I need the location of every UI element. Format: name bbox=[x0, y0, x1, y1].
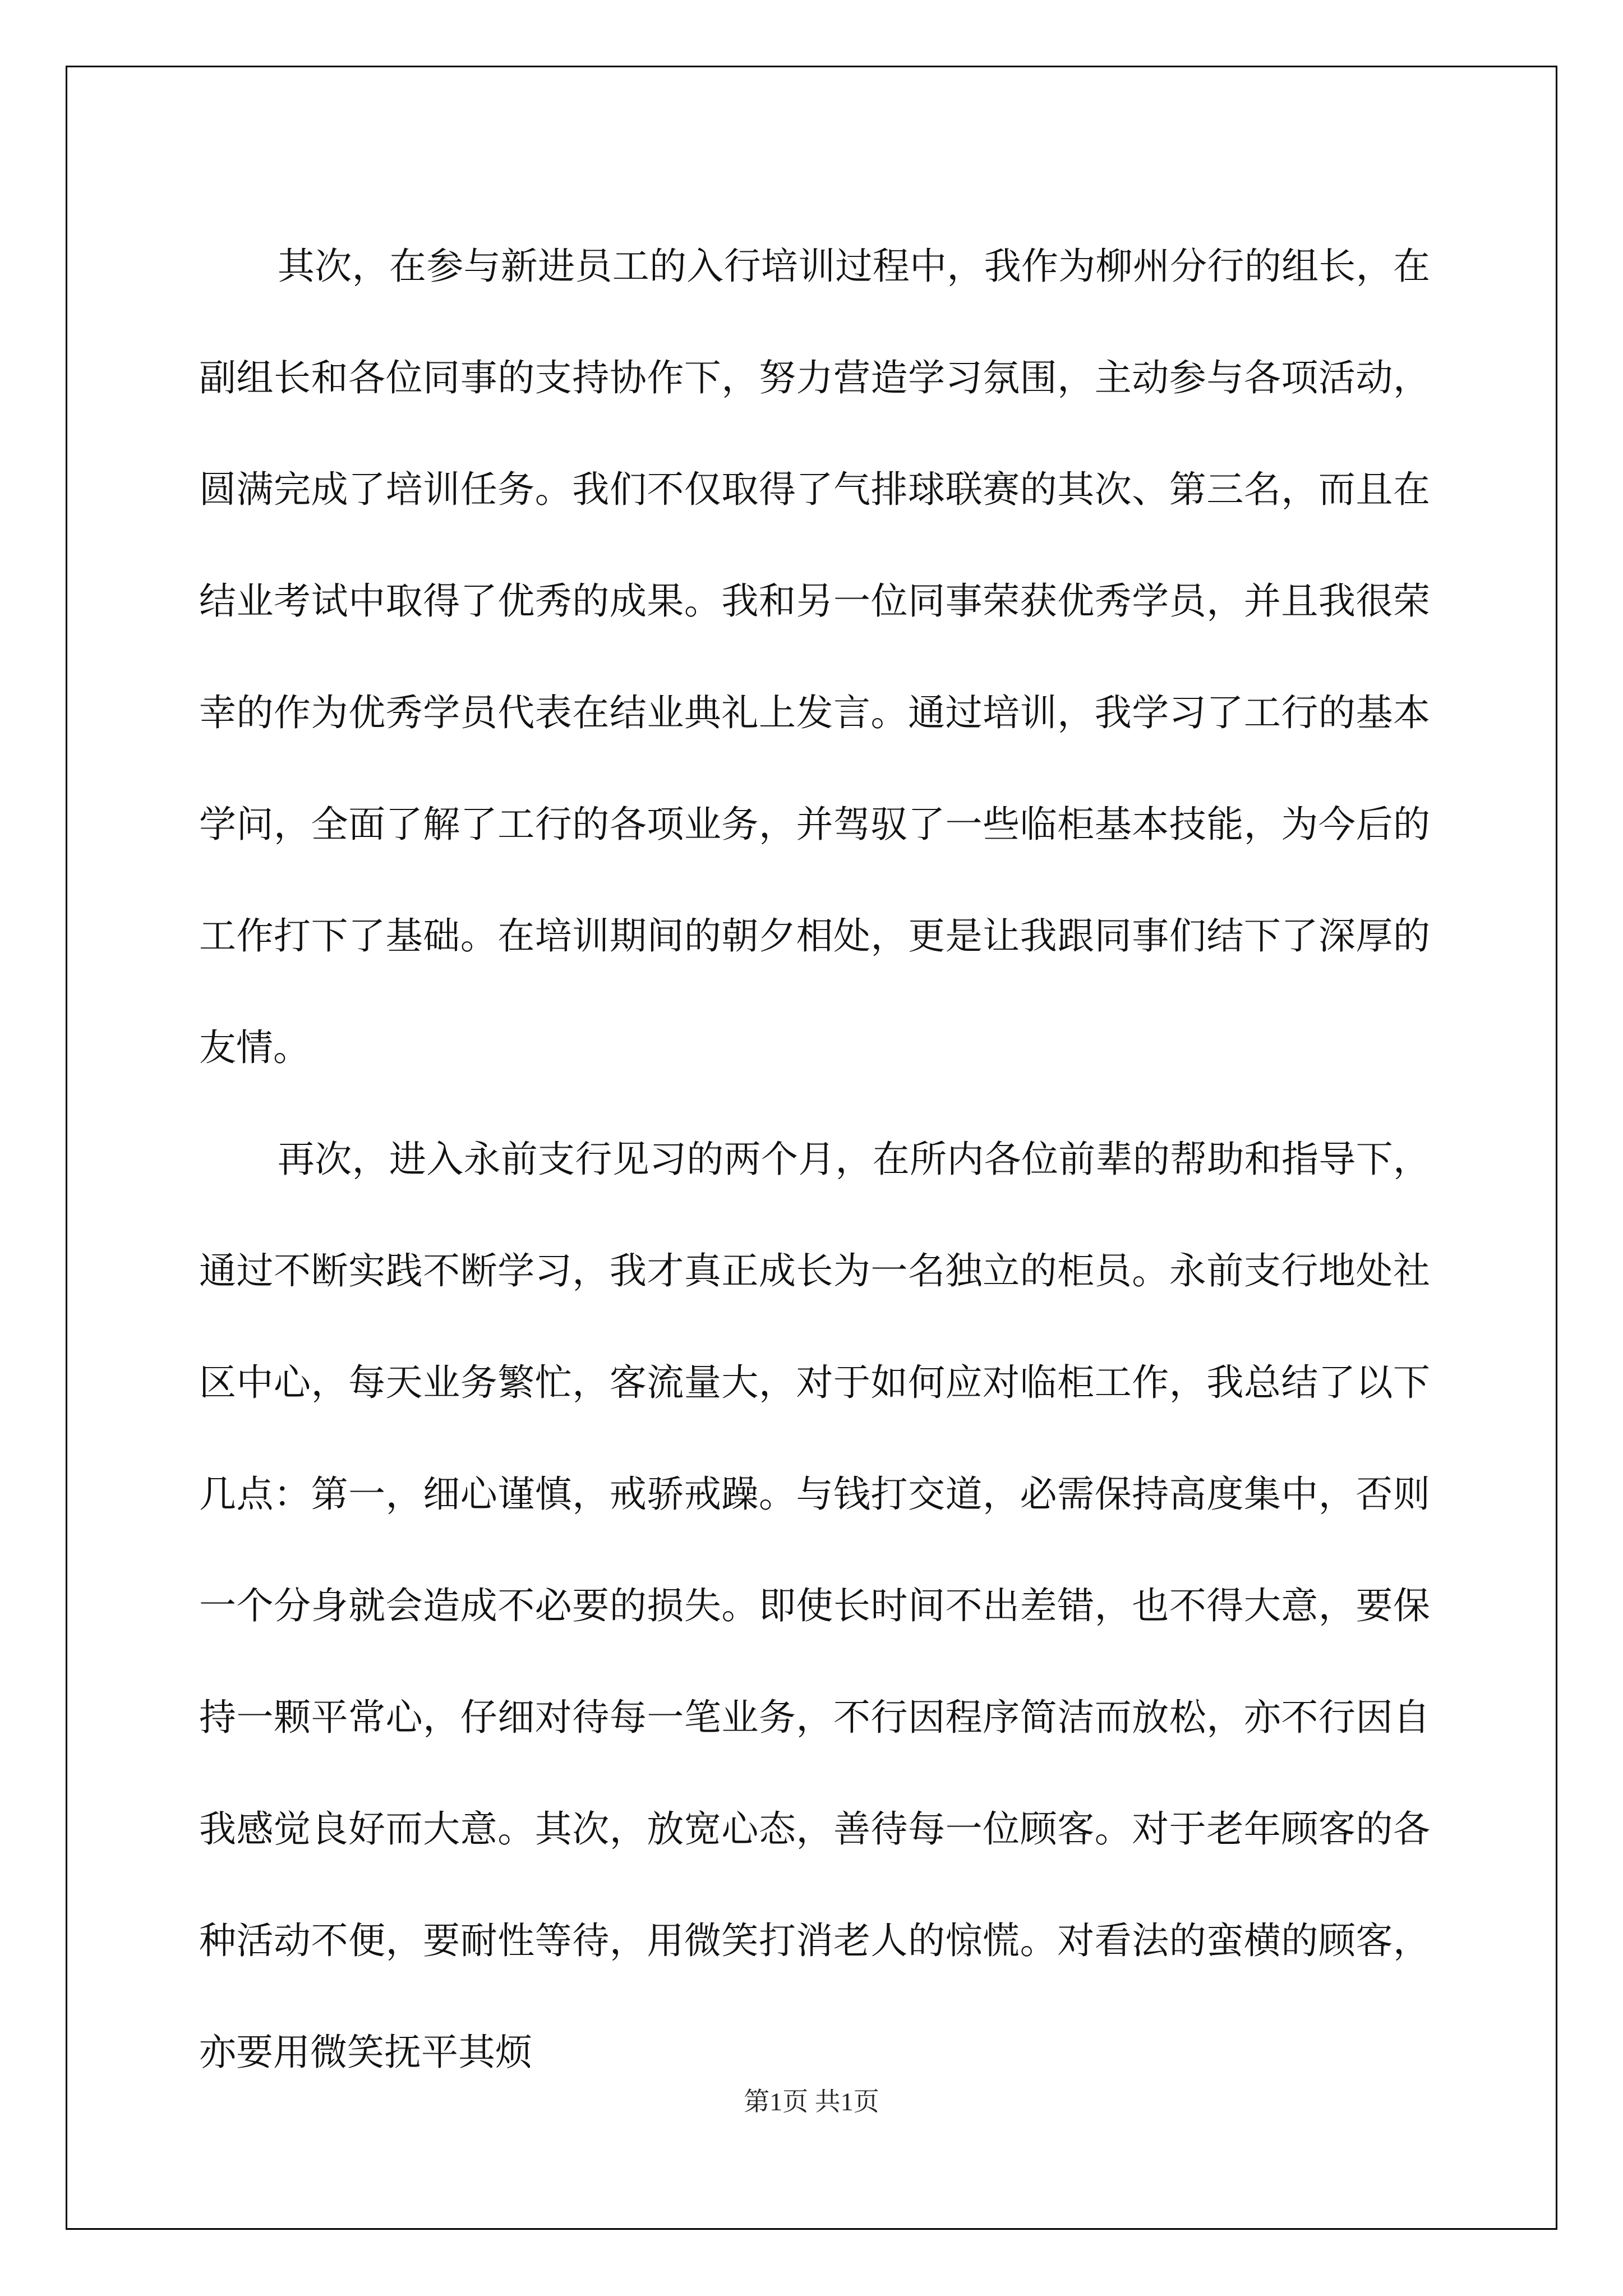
paragraph-training: 其次，在参与新进员工的入行培训过程中，我作为柳州分行的组长，在副组长和各位同事的支持协作下，努力营造学习氛围，主动参与各项活动，圆满完成了培训任务。我们不仅取得了气排球联赛的其次、第三名，而且在结业考试中取得了优秀的成果。我和另一位同事荣获优秀学员，并且我很荣幸的作为优秀学员代表在结业典礼上发言。通过培训，我学习了工行的基本学问，全面了解了工行的各项业务，并驾驭了一些临柜基本技能，为今后的工作打下了基础。在培训期间的朝夕相处，更是让我跟同事们结下了深厚的友情。 bbox=[199, 245, 1430, 1069]
paragraph-internship: 再次，进入永前支行见习的两个月，在所内各位前辈的帮助和指导下，通过不断实践不断学习，我才真正成长为一名独立的柜员。永前支行地处社区中心，每天业务繁忙，客流量大，对于如何应对临柜工作，我总结了以下几点：第一，细心谨慎，戒骄戒躁。与钱打交道，必需保持高度集中，否则一个分身就会造成不必要的损失。即使长时间不出差错，也不得大意，要保持一颗平常心，仔细对待每一笔业务，不行因程序简洁而放松，亦不行因自我感觉良好而大意。其次，放宽心态，善待每一位顾客。对于老年顾客的各种活动不便，要耐性等待，用微笑打消老人的惊慌。对看法的蛮横的顾客，亦要用微笑抚平其烦 bbox=[199, 1138, 1430, 2074]
page-footer: 第1页 共1页 bbox=[744, 2087, 879, 2116]
document-body bbox=[199, 210, 1430, 2108]
